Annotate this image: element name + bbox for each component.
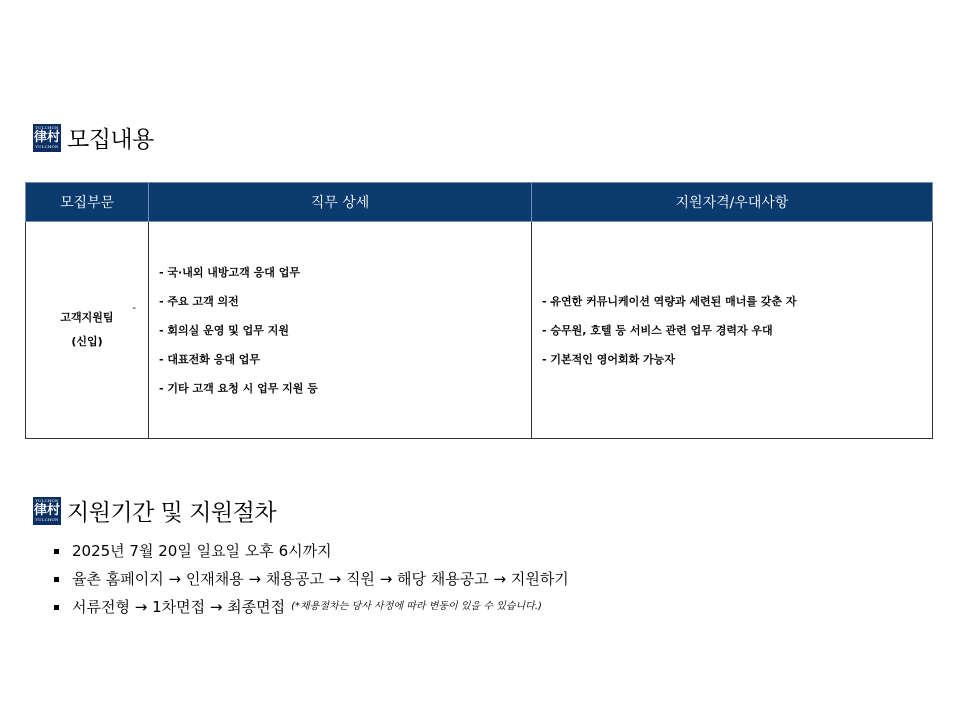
- duty-item: - 회의실 운영 및 업무 지원: [159, 323, 289, 337]
- dept-type: (신입): [71, 335, 103, 348]
- square-bullet-icon: [54, 549, 59, 554]
- section-title-recruitment: [33, 121, 154, 154]
- recruitment-heading: 모집내용: [67, 127, 154, 153]
- table-row: [26, 222, 933, 439]
- duty-item: - 기타 고객 요청 시 업무 지원 등: [159, 381, 318, 395]
- duty-item: - 주요 고객 의전: [159, 294, 239, 308]
- application-process-list: [54, 537, 569, 621]
- apply-path-text: 율촌 홈페이지 → 인재채용 → 채용공고 → 직원 → 해당 채용공고 → 지원하기: [72, 570, 569, 588]
- header-department: 모집부문: [26, 183, 149, 222]
- qualification-item: - 유연한 커뮤니케이션 역량과 세련된 매너를 갖춘 자: [542, 294, 797, 308]
- square-bullet-icon: [54, 577, 59, 582]
- duty-item: - 대표전화 응대 업무: [159, 352, 261, 366]
- process-steps-text: 서류전형 → 1차면접 → 최종면접: [72, 598, 286, 616]
- header-qualifications: 지원자격/우대사항: [532, 183, 933, 222]
- job-details-cell: [149, 222, 532, 439]
- qualification-item: - 승무원, 호텔 등 서비스 관련 업무 경력자 우대: [542, 323, 773, 337]
- application-heading: 지원기간 및 지원절차: [67, 500, 277, 526]
- qualifications-cell: [532, 222, 933, 439]
- department-cell: [26, 222, 149, 439]
- section-title-application: [33, 494, 276, 527]
- table-header-row: [26, 183, 933, 222]
- list-item: [54, 537, 569, 565]
- dept-dash: -: [132, 303, 136, 314]
- duty-item: - 국·내외 내방고객 응대 업무: [159, 265, 300, 279]
- yulchon-logo-icon: YULCHON 律村 YULCHON: [33, 497, 61, 525]
- list-item: [54, 593, 569, 621]
- yulchon-logo-icon: YULCHON 律村 YULCHON: [33, 124, 61, 152]
- process-note: (*채용절차는 당사 사정에 따라 변동이 있을 수 있습니다.): [291, 601, 542, 612]
- header-job-details: 직무 상세: [149, 183, 532, 222]
- square-bullet-icon: [54, 605, 59, 610]
- list-item: [54, 565, 569, 593]
- deadline-text: 2025년 7월 20일 일요일 오후 6시까지: [72, 542, 332, 560]
- recruitment-table: [25, 182, 933, 439]
- qualification-item: - 기본적인 영어회화 가능자: [542, 352, 675, 366]
- dept-name: 고객지원팀: [60, 311, 114, 324]
